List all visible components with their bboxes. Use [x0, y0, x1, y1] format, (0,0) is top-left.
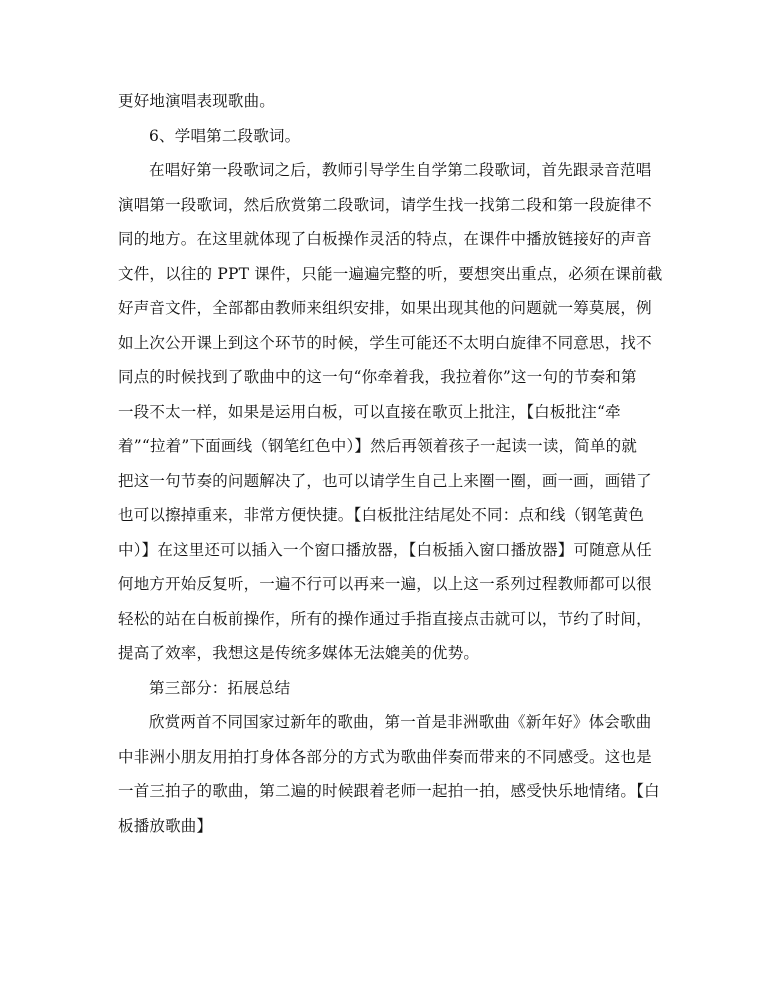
section-heading: 6、学唱第二段歌词。: [149, 126, 301, 145]
text-line: 一首三拍子的歌曲，第二遍的时候跟着老师一起拍一拍，感受快乐地情绪。【白: [118, 782, 660, 800]
text-line: 在唱好第一段歌词之后，教师引导学生自学第二段歌词，首先跟录音范唱: [149, 161, 652, 179]
text-line: 着”“拉着”下面画线（钢笔红色中）】然后再领着孩子一起读一读，简单的就: [118, 437, 638, 455]
text-line: 中）】在这里还可以插入一个窗口播放器，【白板插入窗口播放器】可随意从任: [118, 540, 653, 559]
text-line: 文件，以往的 PPT 课件，只能一遍遍完整的听，要想突出重点，必须在课前截: [118, 264, 663, 283]
text-line: 轻松的站在白板前操作，所有的操作通过手指直接点击就可以，节约了时间，: [118, 609, 652, 628]
text-line: 如上次公开课上到这个环节的时候，学生可能还不太明白旋律不同意思，找不: [118, 333, 652, 352]
text-line: 何地方开始反复听，一遍不行可以再来一遍，以上这一系列过程教师都可以很: [118, 575, 652, 593]
text-line: 把这一句节奏的问题解决了，也可以请学生自己上来圈一圈，画一画，画错了: [118, 471, 652, 490]
text-line: 中非洲小朋友用拍打身体各部分的方式为歌曲伴奏而带来的不同感受。这也是: [118, 747, 652, 766]
text-line: 板播放歌曲】: [118, 816, 213, 835]
text-line: 好声音文件，全部都由教师来组织安排，如果出现其他的问题就一筹莫展，例: [118, 299, 652, 317]
text-line: 欣赏两首不同国家过新年的歌曲，第一首是非洲歌曲《新年好》体会歌曲: [149, 713, 652, 731]
text-line: 提高了效率，我想这是传统多媒体无法媲美的优势。: [118, 644, 480, 662]
text-line: 演唱第一段歌词，然后欣赏第二段歌词，请学生找一找第二段和第一段旋律不: [118, 195, 652, 214]
text-line: 更好地演唱表现歌曲。: [118, 92, 276, 110]
text-line: 同的地方。在这里就体现了白板操作灵活的特点，在课件中播放链接好的声音: [118, 230, 652, 248]
document-body: [118, 84, 663, 843]
text-line: 一段不太一样，如果是运用白板，可以直接在歌页上批注，【白板批注“牵: [118, 402, 621, 421]
text-line: 也可以擦掉重来，非常方便快捷。【白板批注结尾处不同：点和线（钢笔黄色: [118, 506, 645, 524]
text-line: 同点的时候找到了歌曲中的这一句“你牵着我，我拉着你”这一句的节奏和第: [118, 368, 637, 386]
section-heading: 第三部分：拓展总结: [149, 678, 291, 697]
